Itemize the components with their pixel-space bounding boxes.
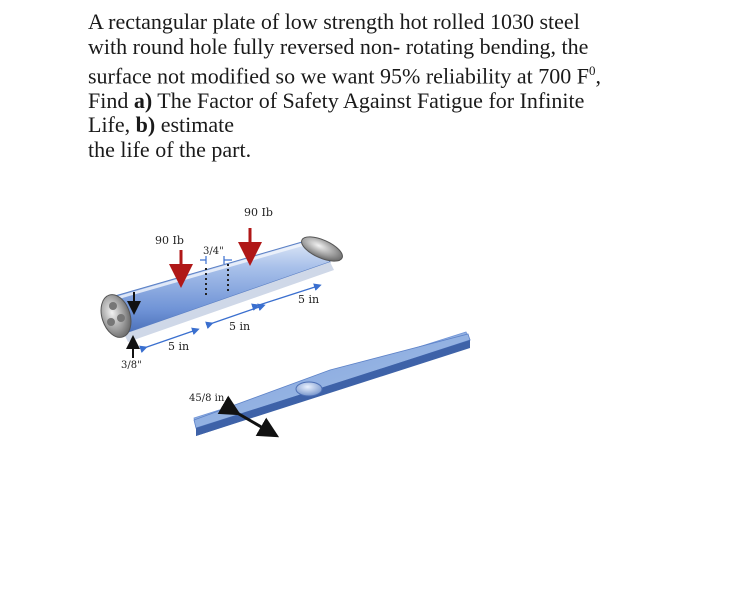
part-b-label: b) — [135, 112, 156, 138]
problem-line-3-end: , — [595, 63, 601, 89]
problem-line-4-text: The Factor of Safety Against Fatigue for Infinite — [152, 87, 585, 113]
dim-mid-label: 5 in — [229, 320, 251, 333]
problem-line-5-text: estimate — [155, 112, 235, 138]
problem-line-3-text: surface not modified so we want 95% reliability at 700 F — [88, 63, 589, 89]
problem-line-1: A rectangular plate of low strength hot rolled 1030 steel — [88, 9, 580, 34]
dim-left-label: 5 in — [168, 340, 190, 353]
load-left-label: 90 Ib — [155, 234, 184, 247]
problem-line-5-start: Life, — [88, 112, 136, 138]
gap-marker — [200, 256, 232, 264]
degree-superscript: 0 — [589, 63, 596, 78]
problem-line-4-start: Find — [88, 87, 134, 113]
gap-label: 3/4" — [203, 246, 224, 257]
problem-line-2: with round hole fully reversed non- rotating bending, the — [88, 33, 589, 59]
part-a-label: a) — [133, 87, 153, 113]
plate-top-surface — [194, 334, 470, 428]
problem-line-6: the life of the part. — [88, 136, 252, 162]
width-label: 45/8 in — [189, 393, 225, 404]
load-right-label: 90 Ib — [244, 206, 273, 219]
plate-hole — [296, 382, 322, 396]
plate-edge — [196, 340, 470, 436]
thickness-label: 3/8" — [121, 360, 142, 371]
dim-right-label: 5 in — [298, 293, 320, 306]
